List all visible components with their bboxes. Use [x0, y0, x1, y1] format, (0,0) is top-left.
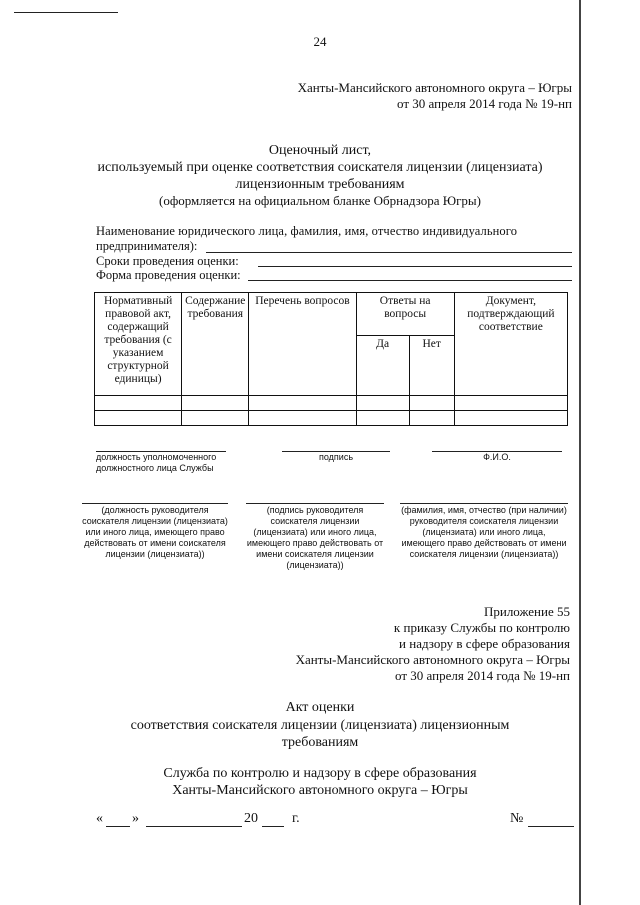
appendix-line-5: от 30 апреля 2014 года № 19-нп — [395, 668, 570, 683]
col-header-document: Документ, подтверждающий соответствие — [454, 293, 567, 396]
date-year-suffix: г. — [292, 811, 300, 826]
appendix-line-1: Приложение 55 — [483, 604, 570, 619]
number-blank[interactable] — [528, 826, 574, 827]
header-line-2: от 30 апреля 2014 года № 19-нп — [397, 96, 572, 111]
table-cell[interactable] — [409, 411, 454, 426]
date-year-blank[interactable] — [262, 826, 284, 827]
sig1-signature-caption: подпись — [318, 452, 354, 462]
table-cell[interactable] — [356, 396, 409, 411]
field-form-label: Форма проведения оценки: — [96, 268, 241, 282]
field-name-line1: Наименование юридического лица, фамилия, имя, отчество индивидуального — [96, 224, 518, 238]
sig2-position-line[interactable] — [82, 503, 228, 504]
act-org-line-1: Служба по контролю и надзору в сфере образования — [163, 766, 477, 781]
title-line-4: (оформляется на официальном бланке Обрнадзора Югры) — [159, 193, 481, 208]
top-rule — [14, 12, 118, 13]
title-line-3: лицензионным требованиям — [235, 177, 405, 192]
appendix-line-4: Ханты-Мансийского автономного округа – Югры — [295, 652, 570, 667]
sig2-signature-line[interactable] — [246, 503, 384, 504]
field-dates-blank[interactable] — [258, 266, 572, 267]
act-subtitle-1: соответствия соискателя лицензии (лицензиата) лицензионным — [130, 718, 510, 733]
table-cell[interactable] — [409, 396, 454, 411]
act-subtitle-2: требованиям — [281, 735, 359, 750]
date-year-prefix: 20 — [244, 811, 258, 826]
field-form-blank[interactable] — [248, 280, 572, 281]
field-dates-label: Сроки проведения оценки: — [96, 254, 239, 268]
sig1-fio-caption: Ф.И.О. — [483, 452, 511, 462]
field-name-label: предпринимателя): — [96, 239, 198, 253]
sig1-position-caption: должность уполномоченного должностного лица Службы — [96, 452, 217, 473]
number-sign: № — [510, 811, 524, 826]
col-header-act: Нормативный правовой акт, содержащий требования (с указанием структурной единицы) — [95, 293, 182, 396]
col-header-yes: Да — [356, 336, 409, 396]
table-cell[interactable] — [95, 411, 182, 426]
sig2-fio-line[interactable] — [400, 503, 568, 504]
col-header-content: Содержание требования — [182, 293, 249, 396]
table-cell[interactable] — [182, 411, 249, 426]
date-open-quote: « — [96, 811, 103, 826]
assessment-table — [94, 292, 568, 426]
table-row — [95, 396, 568, 411]
header-line-1: Ханты-Мансийского автономного округа – Югры — [297, 80, 572, 95]
act-title: Акт оценки — [285, 700, 355, 715]
title-line-2: используемый при оценке соответствия соискателя лицензии (лицензиата) — [97, 160, 543, 175]
appendix-line-3: и надзору в сфере образования — [399, 636, 570, 651]
table-row — [95, 411, 568, 426]
col-header-questions: Перечень вопросов — [249, 293, 356, 396]
act-org-line-2: Ханты-Мансийского автономного округа – Югры — [172, 783, 468, 798]
table-cell[interactable] — [356, 411, 409, 426]
date-month-blank[interactable] — [146, 826, 242, 827]
date-day-blank[interactable] — [106, 826, 130, 827]
col-header-answers: Ответы на вопросы — [356, 293, 454, 336]
table-cell[interactable] — [454, 396, 567, 411]
appendix-line-2: к приказу Службы по контролю — [393, 620, 570, 635]
table-cell[interactable] — [182, 396, 249, 411]
field-name-blank[interactable] — [206, 252, 572, 253]
page-number: 24 — [313, 34, 327, 49]
sig2-fio-caption: (фамилия, имя, отчество (при наличии) руководителя соискателя лицензии (лицензиата) или иного лица, имеющего право действовать от имени соискателя лицензии (лицензиата)) — [401, 505, 567, 559]
table-cell[interactable] — [454, 411, 567, 426]
date-close-quote: » — [132, 811, 139, 826]
table-cell[interactable] — [249, 411, 356, 426]
table-cell[interactable] — [95, 396, 182, 411]
title-line-1: Оценочный лист, — [268, 143, 372, 158]
sig2-signature-caption: (подпись руководителя соискателя лицензии (лицензиата) или иного лица, имеющего право действовать от имени соискателя лицензии (лицензиата)) — [246, 505, 384, 570]
table-cell[interactable] — [249, 396, 356, 411]
sig2-position-caption: (должность руководителя соискателя лицензии (лицензиата) или иного лица, имеющего право действовать от имени соискателя лицензии (лицензиата)) — [82, 505, 228, 559]
col-header-no: Нет — [409, 336, 454, 396]
